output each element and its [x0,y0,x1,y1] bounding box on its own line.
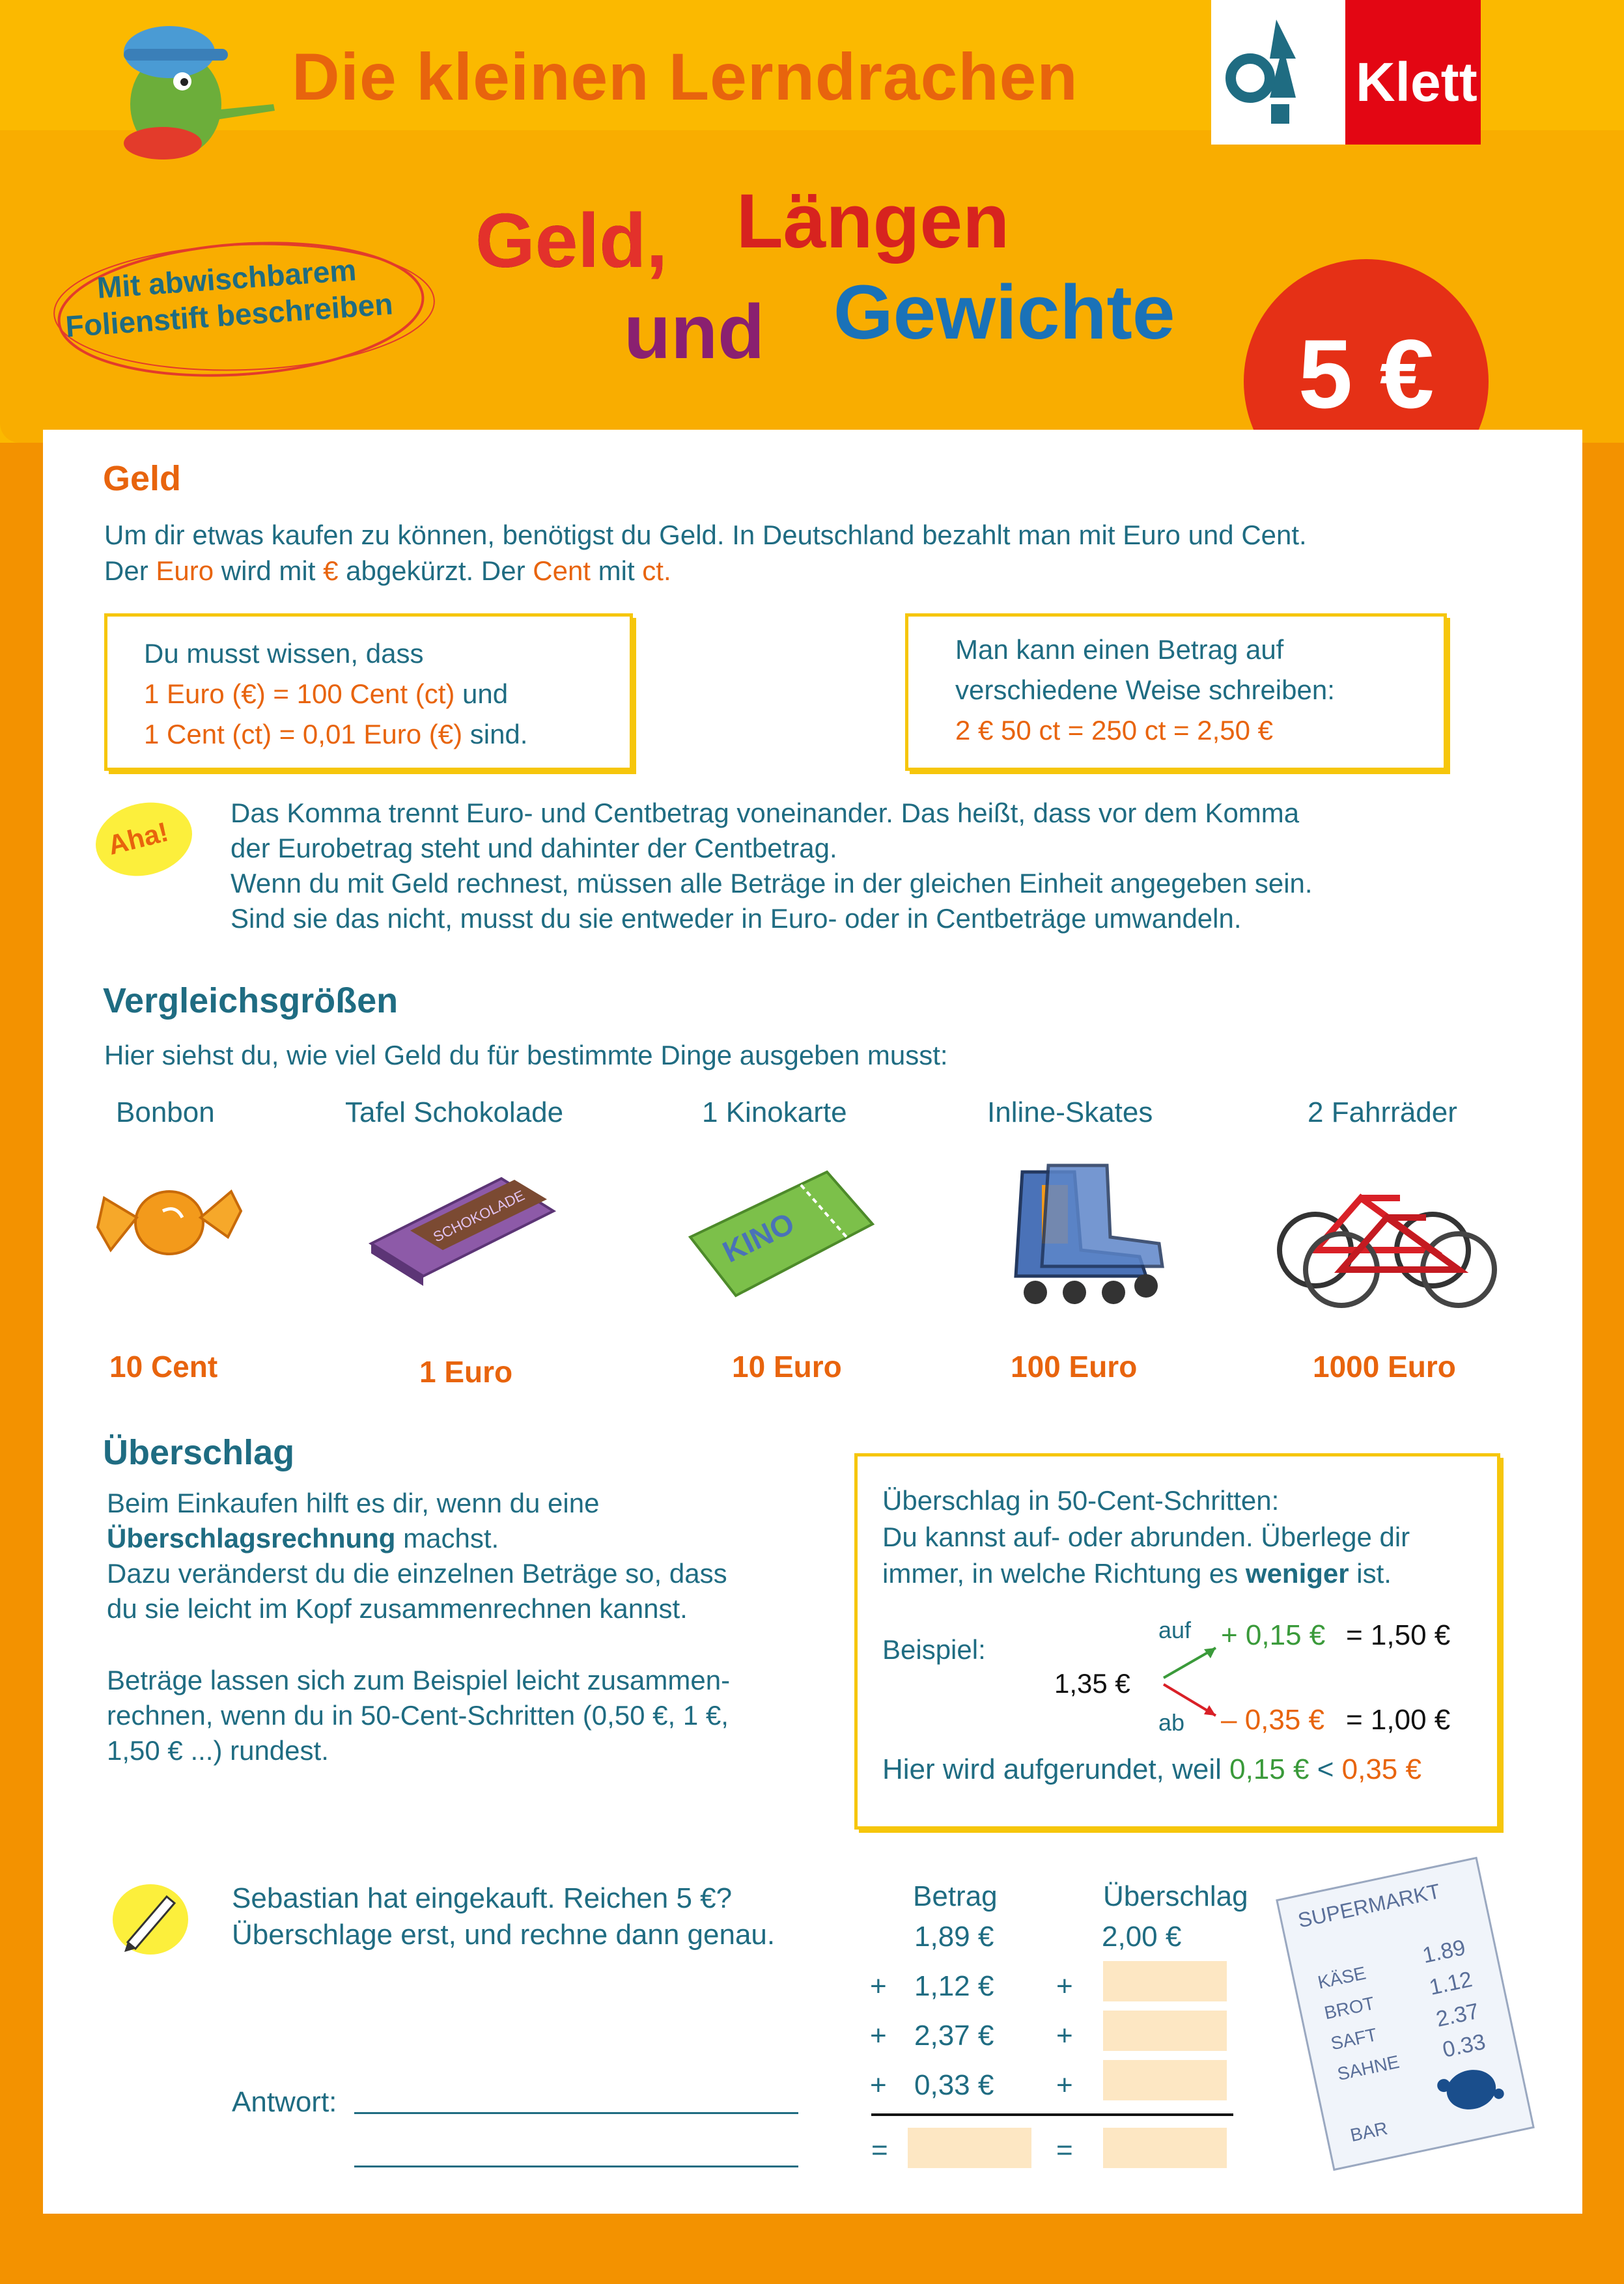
title-word-geld: Geld, [475,198,668,284]
ueberschlag-line: Beträge lassen sich zum Beispiel leicht zusammen- [107,1665,731,1695]
item-price-inline-skates: 100 Euro [1011,1350,1138,1384]
aha-line-2: der Eurobetrag steht und dahinter der Centbetrag. [231,833,837,863]
bicycles-icon [1270,1159,1498,1309]
plus-value: + 0,15 € [1221,1619,1326,1651]
row-op: + [870,1970,887,2002]
conclusion-large: 0,35 € [1341,1753,1421,1785]
conversion-rule-1: 1 Euro (€) = 100 Cent (ct) [144,678,455,709]
notation-text [955,630,1335,751]
receipt-price: 2.37 [1434,1998,1481,2032]
exercise-line-1: Sebastian hat eingekauft. Reichen 5 €? [232,1882,733,1914]
header [0,0,1624,443]
conclusion [882,1752,1421,1787]
conversion-suffix: sind. [462,719,528,749]
notation-line-1: Man kann einen Betrag auf [955,634,1284,665]
ueberschlag-box-text [882,1483,1410,1592]
main-title [475,178,1175,378]
col-header-betrag: Betrag [913,1880,998,1912]
kino-text: KINO [717,1205,800,1269]
row-op2: + [1056,2069,1073,2101]
conclusion-text: Hier wird aufgerundet, weil [882,1753,1230,1785]
col-header-ueberschlag: Überschlag [1103,1880,1248,1912]
minus-value: – 0,35 € [1221,1704,1325,1736]
conversion-line-3 [144,714,527,755]
chocolate-text: SCHOKOLADE [430,1187,527,1246]
result-down: = 1,00 € [1346,1704,1451,1736]
sum-line [871,2113,1233,2116]
item-price-schokolade: 1 Euro [419,1355,513,1389]
receipt-price: 1.12 [1427,1966,1475,2000]
beispiel-label: Beispiel: [882,1634,986,1665]
row-op: + [870,2020,887,2052]
equals-sign: = [1056,2134,1073,2166]
cinema-ticket-icon [684,1165,879,1309]
series-title: Die kleinen Lerndrachen [292,40,1078,114]
klett-logo[interactable] [1211,0,1481,145]
vergleich-heading: Vergleichsgrößen [103,981,399,1020]
ueberschlag-line: Beim Einkaufen hilft es dir, wenn du eine [107,1488,600,1518]
row-value: 0,33 € [914,2069,994,2101]
row-op: + [870,2069,887,2101]
dragon-mascot-icon [85,13,293,163]
row-value: 2,37 € [914,2020,994,2052]
chocolate-bar-icon [358,1165,567,1296]
geld-intro-2 [104,553,671,589]
conversion-rule-2: 1 Cent (ct) = 0,01 Euro (€) [144,719,463,749]
inline-skates-icon [977,1152,1172,1315]
answer-label: Antwort: [232,2086,337,2118]
receipt-price: 0.33 [1440,2029,1488,2063]
conclusion-small: 0,15 € [1229,1753,1309,1785]
aha-line-1: Das Komma trennt Euro- und Centbetrag voneinander. Das heißt, dass vor dem Komma [231,798,1300,828]
ueberschlag-line: du sie leicht im Kopf zusammenrechnen kannst. [107,1593,688,1624]
receipt-item: KÄSE [1315,1962,1368,1993]
receipt-footer: BAR [1348,2117,1390,2146]
box-line-2: Du kannst auf- oder abrunden. Überlege dir [882,1522,1410,1552]
item-price-bonbon: 10 Cent [109,1350,218,1384]
first-estimate: 2,00 € [1102,1921,1182,1953]
ueberschlag-paragraph-2 [107,1663,730,1768]
row-value: 1,12 € [914,1970,994,2002]
ueberschlag-bold: Überschlagsrechnung [107,1523,396,1553]
ueberschlag-line: Dazu veränderst du die einzelnen Beträge so, dass [107,1558,727,1589]
box-bold: weniger [1245,1558,1349,1589]
conversion-line-2 [144,674,527,714]
intro-euro: Euro [156,555,214,586]
intro-text: abgekürzt. Der [338,555,533,586]
sticker-text: Mit abwischbarem Folienstift beschreiben [64,253,394,344]
aha-line-3: Wenn du mit Geld rechnest, müssen alle Beträge in der gleichen Einheit angegeben sein. [231,868,1313,898]
item-label-inline-skates: Inline-Skates [987,1096,1153,1128]
estimate-sum-input[interactable] [1103,2128,1227,2168]
auf-label: auf [1158,1617,1192,1643]
item-label-schokolade: Tafel Schokolade [345,1096,564,1128]
notation-line-3: 2 € 50 ct = 250 ct = 2,50 € [955,715,1274,745]
title-word-gewichte: Gewichte [833,270,1175,355]
title-word-laengen: Längen [736,178,1010,264]
equals-sign: = [871,2134,888,2166]
item-label-bonbon: Bonbon [116,1096,215,1128]
intro-text: wird mit [214,555,324,586]
klett-logo-text: Klett [1356,51,1477,113]
info-box-conversion [104,613,633,771]
aha-line-4: Sind sie das nicht, musst du sie entweder in Euro- oder in Centbeträge umwandeln. [231,903,1242,934]
first-value: 1,89 € [914,1921,994,1953]
estimate-input-3[interactable] [1103,2060,1227,2100]
estimate-input-1[interactable] [1103,1961,1227,2001]
conversion-suffix: und [455,678,509,709]
box-line-3 [882,1555,1410,1592]
answer-line-1[interactable] [354,2112,798,2114]
conversion-line-1: Du musst wissen, dass [144,638,424,669]
intro-text: mit [590,555,643,586]
row-op2: + [1056,2020,1073,2052]
answer-line-2[interactable] [354,2166,798,2167]
ab-label: ab [1158,1709,1185,1736]
geld-heading: Geld [103,459,182,498]
klett-logo-white [1211,0,1345,145]
ueberschlag-heading: Überschlag [103,1433,295,1472]
ueberschlag-paragraph-1 [107,1486,727,1626]
bonbon-icon [91,1165,247,1276]
notation-line-2: verschiedene Weise schreiben: [955,675,1335,705]
receipt-item: BROT [1322,1992,1377,2024]
intro-text: Der [104,555,156,586]
ueberschlag-text: machst. [395,1523,499,1553]
beispiel-start-value: 1,35 € [1054,1668,1130,1699]
ueberschlag-line [107,1521,727,1556]
exact-sum-input[interactable] [908,2128,1031,2168]
ueberschlag-line: 1,50 € ...) rundest. [107,1735,329,1766]
box-text: ist. [1349,1558,1392,1589]
conversion-text [144,634,527,755]
result-up: = 1,50 € [1346,1619,1451,1651]
pencil-badge-icon [108,1880,193,1958]
box-line-1: Überschlag in 50-Cent-Schritten: [882,1485,1280,1516]
receipt-item: SAFT [1328,2024,1379,2054]
receipt-title: SUPERMARKT [1295,1879,1442,1932]
box-text: immer, in welche Richtung es [882,1558,1246,1589]
estimate-input-2[interactable] [1103,2011,1227,2051]
row-op2: + [1056,1970,1073,2002]
geld-intro-1: Um dir etwas kaufen zu können, benötigst du Geld. In Deutschland bezahlt man mit Euro und Cent. [104,520,1307,550]
price-text: 5 € [1298,319,1435,428]
item-label-kinokarte: 1 Kinokarte [702,1096,847,1128]
info-box-notation [905,613,1447,771]
ueberschlag-line: rechnen, wenn du in 50-Cent-Schritten (0,50 €, 1 €, [107,1700,729,1731]
conclusion-lt: < [1309,1753,1342,1785]
receipt-price: 1.89 [1420,1935,1468,1968]
intro-cent: Cent [533,555,591,586]
ink-blot-icon [1427,2053,1515,2126]
info-box-ueberschlag [854,1453,1500,1830]
receipt-item: SAHNE [1335,2051,1401,2085]
title-word-und: und [624,289,765,375]
vergleich-intro: Hier siehst du, wie viel Geld du für bestimmte Dinge ausgeben musst: [104,1040,948,1070]
item-label-fahrraeder: 2 Fahrräder [1308,1096,1457,1128]
item-price-fahrraeder: 1000 Euro [1313,1350,1456,1384]
intro-ct: ct. [642,555,671,586]
aha-text: Aha! [105,816,172,861]
intro-euro-symbol: € [323,555,339,586]
item-price-kinokarte: 10 Euro [732,1350,842,1384]
exercise-line-2: Überschlage erst, und rechne dann genau. [232,1919,776,1951]
klett-emblem-icon [1211,0,1345,145]
aha-paragraph [231,796,1313,936]
exercise-text [232,1880,775,1953]
